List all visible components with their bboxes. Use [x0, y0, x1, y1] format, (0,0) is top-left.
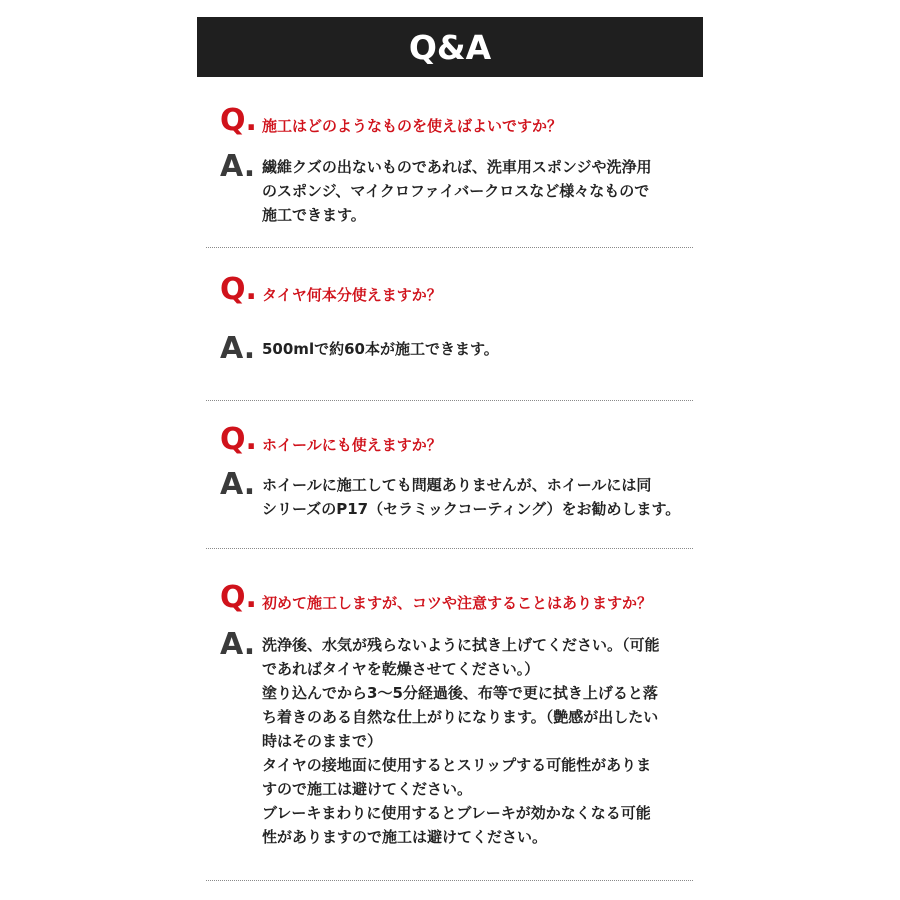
- qa-header-bar: [197, 17, 703, 77]
- q-mark-icon: Q.: [220, 272, 257, 307]
- qa-item: [220, 103, 710, 227]
- answer-text: [262, 473, 710, 521]
- a-mark-icon: A.: [220, 331, 256, 366]
- question-text: タイヤ何本分使えますか？: [262, 286, 442, 304]
- answer-line: 洗浄後、水気が残らないように拭き上げてください。（可能: [262, 636, 660, 654]
- answer-line: 時はそのままで）: [262, 732, 383, 750]
- qa-item: [220, 580, 710, 849]
- question-row: [220, 272, 710, 307]
- question-row: [220, 422, 710, 457]
- a-mark-icon: A.: [220, 149, 256, 184]
- answer-row: [220, 467, 710, 521]
- divider: [206, 880, 693, 881]
- answer-line: ホイールに施工しても問題ありませんが、ホイールには同: [262, 476, 652, 494]
- question-text: 施工はどのようなものを使えばよいですか？: [262, 117, 563, 135]
- answer-text: [262, 337, 710, 361]
- answer-row: [220, 149, 710, 227]
- answer-line: のスポンジ、マイクロファイバークロスなど様々なもので: [262, 182, 650, 200]
- question-text: 初めて施工しますが、コツや注意することはありますか？: [262, 594, 653, 612]
- divider: [206, 548, 693, 549]
- qa-item: [220, 422, 710, 521]
- question-row: [220, 103, 710, 138]
- question-row: [220, 580, 710, 615]
- a-mark-icon: A.: [220, 467, 256, 502]
- answer-line: 500mlで約60本が施工できます。: [262, 340, 499, 358]
- answer-line: であればタイヤを乾燥させてください。）: [262, 660, 540, 678]
- answer-row: [220, 627, 710, 849]
- q-mark-icon: Q.: [220, 422, 257, 457]
- question-text: ホイールにも使えますか？: [262, 436, 442, 454]
- answer-text: [262, 155, 710, 227]
- a-mark-icon: A.: [220, 627, 256, 662]
- q-mark-icon: Q.: [220, 103, 257, 138]
- divider: [206, 400, 693, 401]
- page-title: Q&A: [408, 27, 492, 67]
- answer-line: すので施工は避けてください。: [262, 780, 473, 798]
- answer-line: ブレーキまわりに使用するとブレーキが効かなくなる可能: [262, 804, 651, 822]
- divider: [206, 247, 693, 248]
- answer-line: 塗り込んでから3〜5分経過後、布等で更に拭き上げると落: [262, 684, 658, 702]
- q-mark-icon: Q.: [220, 580, 257, 615]
- qa-item: [220, 272, 710, 366]
- answer-line: 施工できます。: [262, 206, 366, 224]
- answer-text: [262, 633, 710, 849]
- answer-row: [220, 331, 710, 366]
- answer-line: タイヤの接地面に使用するとスリップする可能性がありま: [262, 756, 652, 774]
- answer-line: シリーズのP17（セラミックコーティング）をお勧めします。: [262, 500, 681, 518]
- answer-line: 繊維クズの出ないものであれば、洗車用スポンジや洗浄用: [262, 158, 652, 176]
- answer-line: 性がありますので施工は避けてください。: [262, 828, 548, 846]
- answer-line: ち着きのある自然な仕上がりになります。（艶感が出したい: [262, 708, 659, 726]
